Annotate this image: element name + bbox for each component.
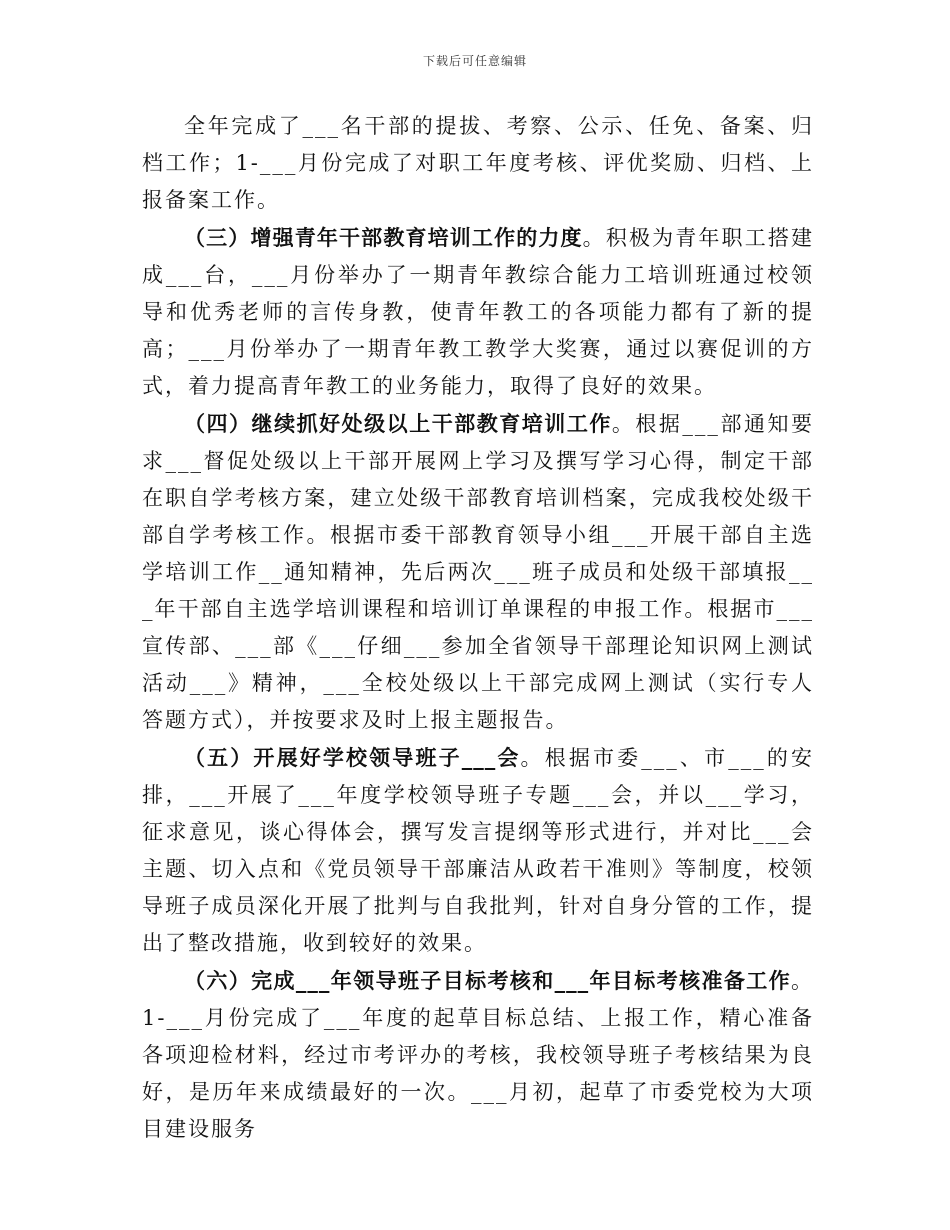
paragraph-body: 。积极为青年职工搭建成___台，___月份举办了一期青年教综合能力工培训班通过校领导和优秀老师的言传身教，使青年教工的各项能力都有了新的提高；___月份举办了一期青年教工教学大奖赛，通过以赛促训的方式，着力提高青年教工的业务能力，取得了良好的效果。 — [142, 226, 815, 398]
paragraph-body: 。根据___部通知要求___督促处级以上干部开展网上学习及撰写学习心得，制定干部在职自学考核方案，建立处级干部教育培训档案，完成我校处级干部自学考核工作。根据市委干部教育领导小组___开展干部自主选学培训工作__通知精神，先后两次___班子成员和处级干部填报___年干部自主选学培训课程和培训订单课程的申报工作。根据市___宣传部、___部《___仔细___参加全省领导干部理论知识网上测试活动___》精神，___全校处级以上干部完成网上测试（实行专人答题方式），并按要求及时上报主题报告。 — [142, 412, 815, 732]
section-heading: （四）继续抓好处级以上干部教育培训工作 — [184, 411, 612, 436]
page-header-note: 下载后可任意编辑 — [422, 54, 527, 68]
section-heading: （三）增强青年干部教育培训工作的力度 — [184, 225, 583, 250]
paragraph-cadre-work — [142, 108, 814, 219]
document-body — [142, 108, 814, 1148]
paragraph-body: 。1-___月份完成了___年度的起草目标总结、上报工作，精心准备各项迎检材料，经过市考评办的考核，我校领导班子考核结果为良好，是历年来成绩最好的一次。___月初，起草了市委党校为大项目建设服务 — [142, 969, 814, 1141]
paragraph-section-3 — [142, 219, 814, 405]
section-heading: （五）开展好学校领导班子___会 — [184, 745, 521, 770]
paragraph-section-4 — [142, 405, 814, 739]
paragraph-body: 。根据市委___、市___的安排，___开展了___年度学校领导班子专题___会，并以___学习，征求意见，谈心得体会，撰写发言提纲等形式进行，并对比___会主题、切入点和《党员领导干部廉洁从政若干准则》等制度，校领导班子成员深化开展了批判与自我批判，针对自身分管的工作，提出了整改措施，收到较好的效果。 — [142, 746, 815, 955]
paragraph-body: 全年完成了___名干部的提拔、考察、公示、任免、备案、归档工作；1-___月份完成了对职工年度考核、评优奖励、归档、上报备案工作。 — [142, 114, 814, 212]
section-heading: （六）完成___年领导班子目标考核和___年目标考核准备工作 — [184, 968, 791, 993]
paragraph-section-5 — [142, 739, 814, 962]
paragraph-section-6 — [142, 962, 814, 1148]
